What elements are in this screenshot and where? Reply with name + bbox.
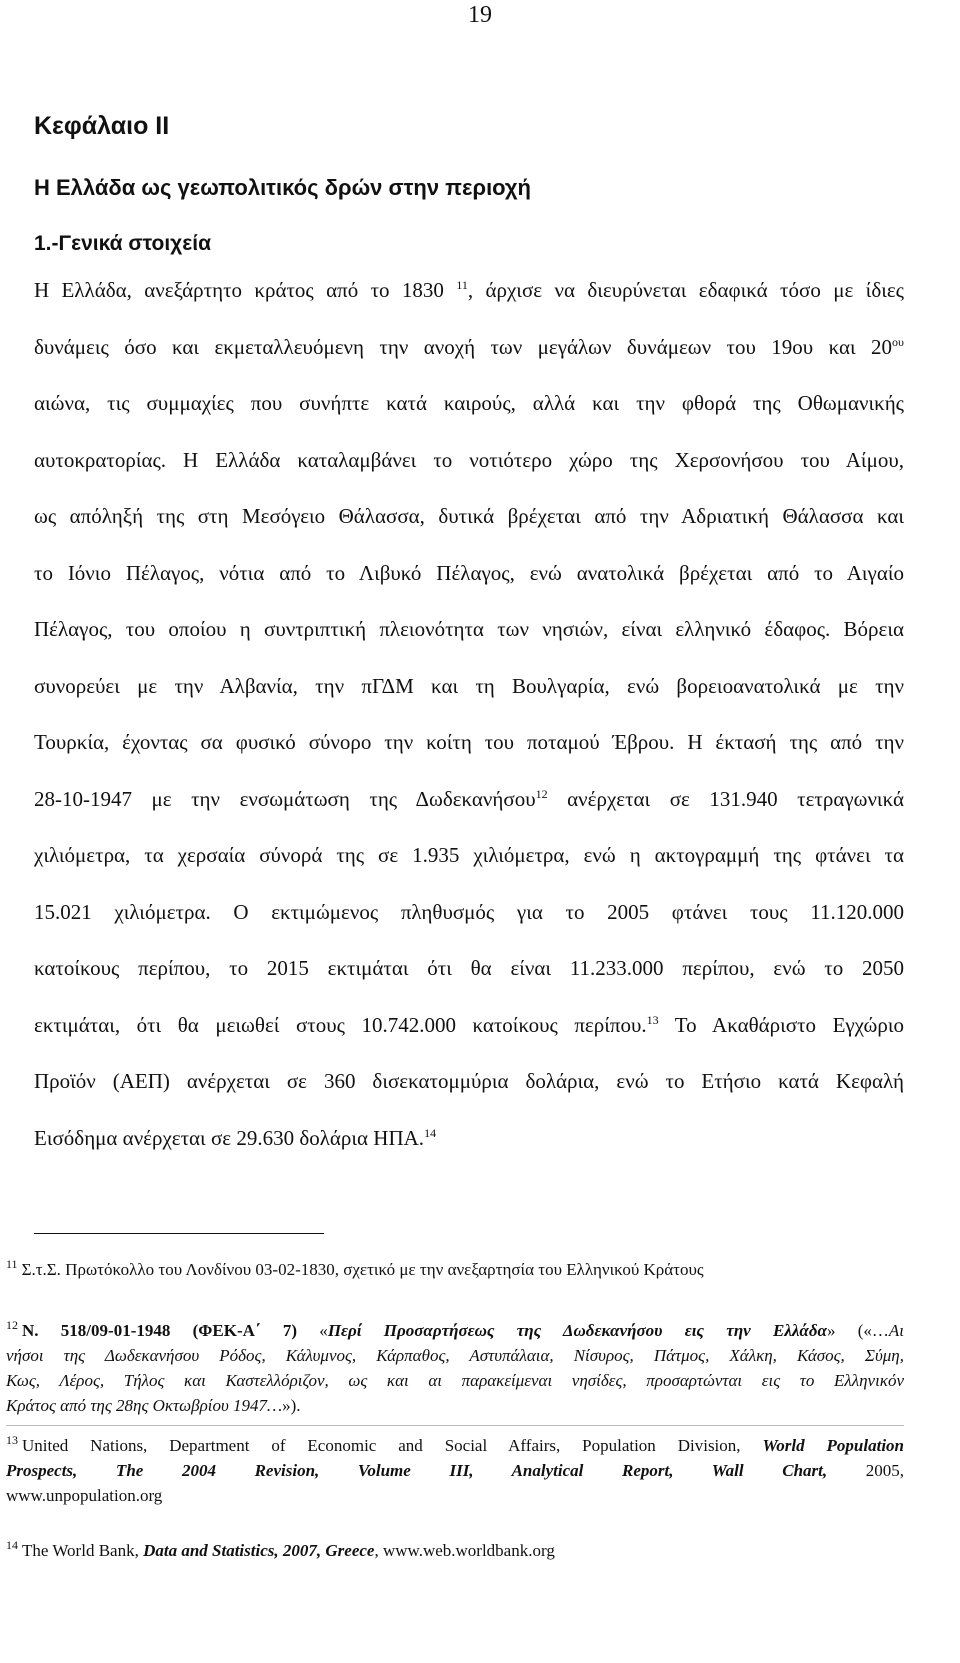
body-line bbox=[34, 601, 904, 658]
footnote-lead: United Nations, Department of Economic and Social Affairs, Population Division, bbox=[22, 1436, 741, 1455]
footnote-12 bbox=[6, 1318, 904, 1418]
body-text-segment: αυτοκρατορίας. Η Ελλάδα καταλαμβάνει το νοτιότερο χώρο της Χερσονήσου του Αίμου, bbox=[34, 447, 904, 472]
law-title: Περί Προσαρτήσεως της Δωδεκανήσου εις την Ελλάδα bbox=[327, 1321, 827, 1340]
page-number: 19 bbox=[468, 2, 492, 28]
footnote-reference[interactable]: 13 bbox=[646, 1012, 659, 1027]
body-text-segment: ανέρχεται σε 131.940 τετραγωνικά bbox=[547, 786, 904, 811]
footnote-13 bbox=[6, 1433, 904, 1508]
body-line bbox=[34, 1053, 904, 1110]
body-text-segment: δυνάμεις όσο και εκμεταλλευόμενη την ανοχή των μεγάλων δυνάμεων του 19ου και 20 bbox=[34, 334, 893, 359]
quote-mark: « bbox=[297, 1321, 328, 1340]
body-text-segment: συνορεύει με την Αλβανία, την πΓΔΜ και τη Βουλγαρία, ενώ βορειοανατολικά με την bbox=[34, 673, 904, 698]
publication-year: 2005, bbox=[865, 1461, 904, 1480]
chapter-title: Κεφάλαιο ΙΙ bbox=[34, 112, 170, 140]
body-line bbox=[34, 319, 904, 376]
chapter-subtitle: Η Ελλάδα ως γεωπολιτικός δρών στην περιοχή bbox=[34, 175, 531, 200]
publication-title-b: Prospects, The 2004 Revision, Volume III, Analytical Report, Wall Chart, bbox=[6, 1461, 828, 1480]
body-text-segment: Πέλαγος, του οποίου η συντριπτική πλειονότητα των νησιών, είναι ελληνικό έδαφος. Βόρεια bbox=[34, 617, 904, 641]
footnote-11 bbox=[6, 1257, 904, 1282]
source-url: www.unpopulation.org bbox=[6, 1486, 163, 1505]
source-url: , www.web.worldbank.org bbox=[374, 1541, 555, 1560]
body-line bbox=[34, 940, 904, 997]
body-text-segment: , άρχισε να διευρύνεται εδαφικά τόσο με ίδιες bbox=[467, 278, 904, 302]
body-text-segment: αιώνα, τις συμμαχίες που συνήπτε κατά καιρούς, αλλά και την φθορά της Οθωμανικής bbox=[34, 391, 904, 415]
body-line bbox=[34, 827, 904, 884]
footnote-divider bbox=[6, 1425, 904, 1426]
quote-closing: »). bbox=[282, 1396, 301, 1415]
footnote-reference[interactable]: ου bbox=[892, 334, 904, 349]
body-line bbox=[34, 884, 904, 941]
body-line bbox=[34, 432, 904, 489]
body-line bbox=[34, 375, 904, 432]
body-text-segment: εκτιμάται, ότι θα μειωθεί στους 10.742.000 κατοίκους περίπου. bbox=[34, 1012, 647, 1037]
quote-text-start: Αι bbox=[888, 1321, 905, 1340]
body-line bbox=[34, 771, 904, 828]
body-line bbox=[34, 545, 904, 602]
quote-close: » («… bbox=[826, 1321, 889, 1340]
body-text-segment: Προϊόν (ΑΕΠ) ανέρχεται σε 360 δισεκατομμύρια δολάρια, ενώ το Ετήσιο κατά Κεφαλή bbox=[34, 1069, 904, 1093]
footnote-14 bbox=[6, 1538, 904, 1563]
law-reference: Ν. 518/09-01-1948 (ΦΕΚ-Α΄ 7) bbox=[22, 1321, 298, 1340]
body-text-segment: χιλιόμετρα, τα χερσαία σύνορά της σε 1.935 χιλιόμετρα, ενώ η ακτογραμμή της φτάνει τα bbox=[34, 843, 904, 867]
quote-text-line-4: Κράτος από της 28ης Οκτωβρίου 1947… bbox=[6, 1396, 283, 1415]
publication-title-a: World Population bbox=[762, 1436, 904, 1455]
footnote-number: 14 bbox=[6, 1538, 18, 1553]
footnote-reference[interactable]: 14 bbox=[424, 1125, 437, 1140]
body-text-segment: Τουρκία, έχοντας σα φυσικό σύνορο την κοίτη του ποταμού Έβρου. Η έκτασή της από την bbox=[34, 730, 904, 754]
footnote-number: 11 bbox=[6, 1257, 18, 1272]
footnote-text: Σ.τ.Σ. Πρωτόκολλο του Λονδίνου 03-02-1830, σχετικό με την ανεξαρτησία του Ελληνικού Κράτους bbox=[21, 1260, 704, 1279]
body-text-segment: 15.021 χιλιόμετρα. Ο εκτιμώμενος πληθυσμός για το 2005 φτάνει τους 11.120.000 bbox=[34, 899, 904, 924]
body-text-segment: Η Ελλάδα, ανεξάρτητο κράτος από το 1830 bbox=[34, 278, 457, 302]
body-text-segment: Το Ακαθάριστο Εγχώριο bbox=[658, 1012, 904, 1037]
publication-title: Data and Statistics, 2007, Greece bbox=[143, 1541, 375, 1560]
body-line bbox=[34, 658, 904, 715]
body-line bbox=[34, 714, 904, 771]
body-line bbox=[34, 997, 904, 1054]
body-text-segment: το Ιόνιο Πέλαγος, νότια από το Λιβυκό Πέλαγος, ενώ ανατολικά βρέχεται από το Αιγαίο bbox=[34, 560, 904, 585]
body-text-segment: κατοίκους περίπου, το 2015 εκτιμάται ότι θα είναι 11.233.000 περίπου, ενώ το 2050 bbox=[34, 956, 904, 980]
body-line bbox=[34, 1110, 904, 1167]
body-line bbox=[34, 488, 904, 545]
footnote-number: 12 bbox=[6, 1318, 18, 1333]
quote-text-line-3: Κως, Λέρος, Τήλος και Καστελλόριζον, ως και αι παρακείμεναι νησίδες, προσαρτώνται εις το Ελληνικόν bbox=[6, 1371, 904, 1390]
body-line bbox=[34, 262, 904, 319]
footnote-separator bbox=[34, 1233, 324, 1234]
body-paragraph bbox=[34, 262, 904, 1166]
footnote-number: 13 bbox=[6, 1433, 18, 1448]
body-text-segment: 28-10-1947 με την ενσωμάτωση της Δωδεκανήσου bbox=[34, 786, 536, 811]
section-title: 1.-Γενικά στοιχεία bbox=[34, 232, 211, 255]
quote-text-line-2: νήσοι της Δωδεκανήσου Ρόδος, Κάλυμνος, Κάρπαθος, Αστυπάλαια, Νίσυρος, Πάτμος, Χάλκη, Κάσος, Σύμη, bbox=[6, 1346, 904, 1365]
body-text-segment: Εισόδημα ανέρχεται σε 29.630 δολάρια ΗΠΑ. bbox=[34, 1125, 425, 1150]
footnote-reference[interactable]: 11 bbox=[456, 278, 468, 292]
footnote-reference[interactable]: 12 bbox=[535, 786, 548, 801]
body-text-segment: ως απόληξή της στη Μεσόγειο Θάλασσα, δυτικά βρέχεται από την Αδριατική Θάλασσα και bbox=[34, 504, 904, 528]
footnote-lead: The World Bank, bbox=[22, 1541, 139, 1560]
